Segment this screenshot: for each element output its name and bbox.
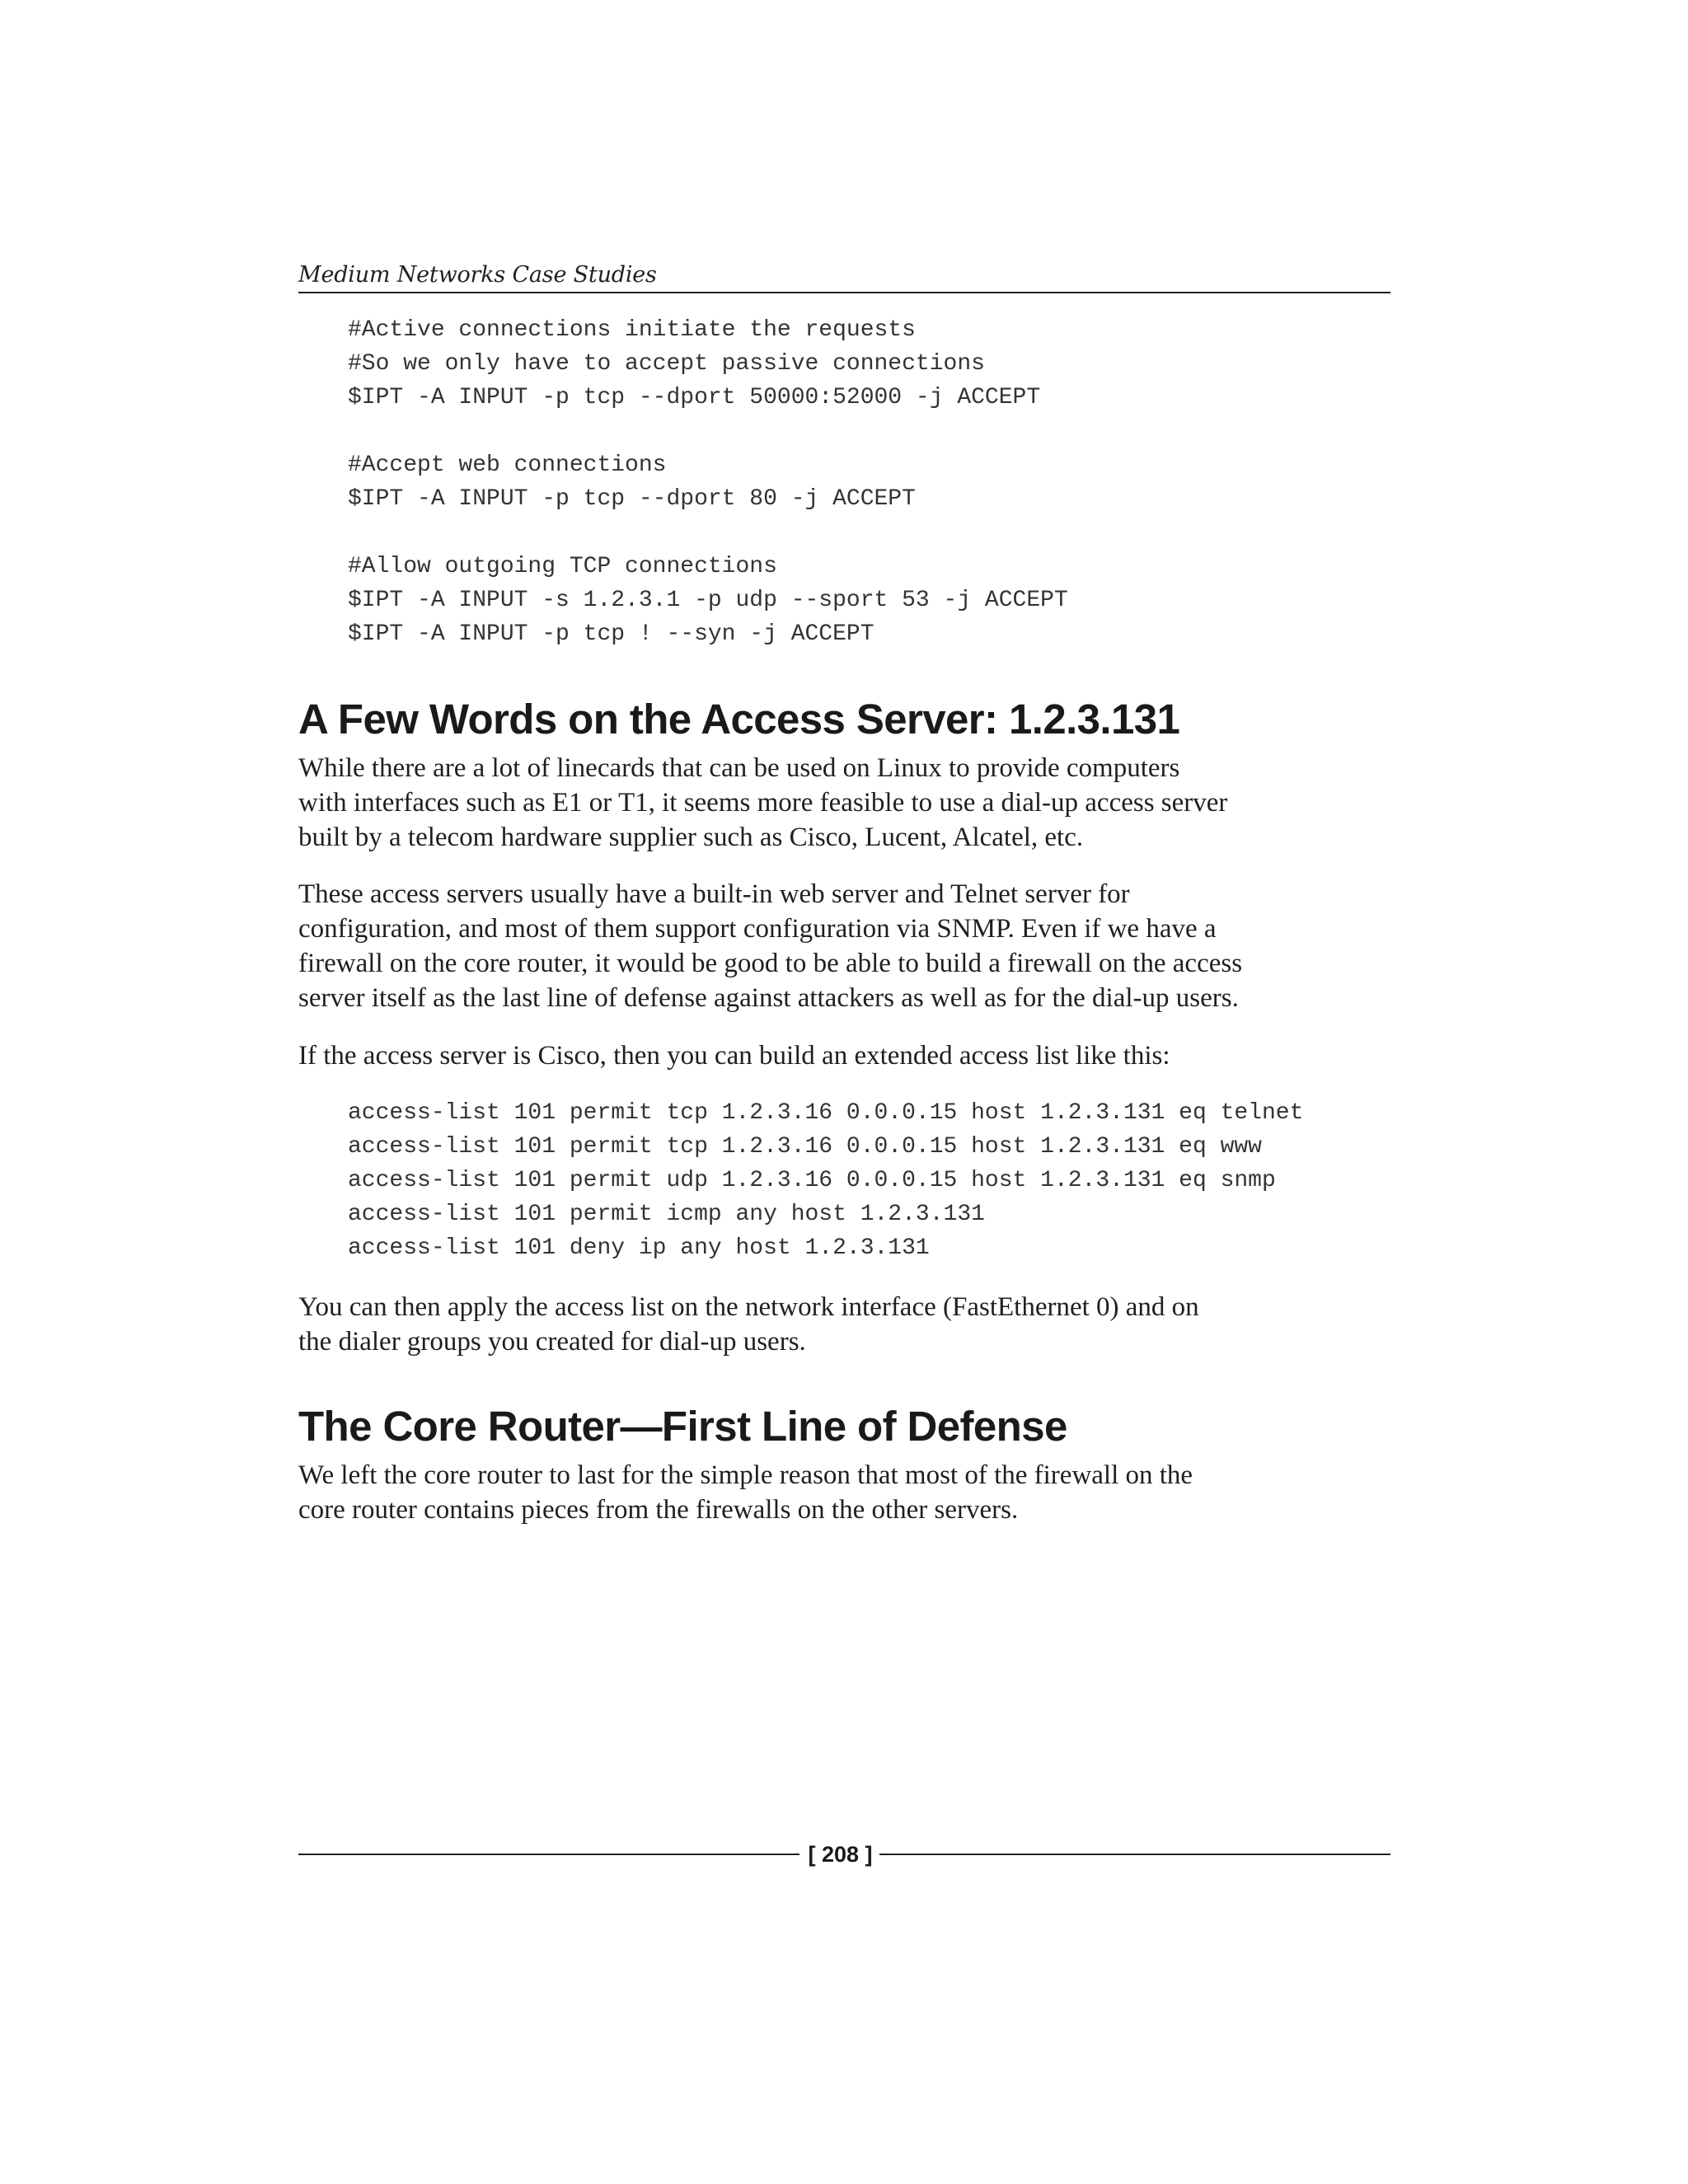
paragraph-line: server itself as the last line of defense against attackers as well as for the dial-up users. <box>298 983 1239 1013</box>
code-line: $IPT -A INPUT -p tcp ! --syn -j ACCEPT <box>348 621 874 647</box>
paragraph-access-servers <box>298 877 1390 1015</box>
code-line: access-list 101 permit icmp any host 1.2.3.131 <box>348 1202 985 1227</box>
paragraph-line: You can then apply the access list on the network interface (FastEthernet 0) and on <box>298 1292 1199 1322</box>
code-line: access-list 101 permit udp 1.2.3.16 0.0.0.15 host 1.2.3.131 eq snmp <box>348 1168 1276 1193</box>
paragraph-line: core router contains pieces from the firewalls on the other servers. <box>298 1495 1019 1525</box>
paragraph-line: the dialer groups you created for dial-up users. <box>298 1327 806 1357</box>
footer-rule-right <box>879 1854 1390 1855</box>
code-line: $IPT -A INPUT -s 1.2.3.1 -p udp --sport 53 -j ACCEPT <box>348 588 1068 613</box>
running-header-text: Medium Networks Case Studies <box>298 262 657 288</box>
code-line-blank <box>348 415 1068 448</box>
paragraph-line: built by a telecom hardware supplier such as Cisco, Lucent, Alcatel, etc. <box>298 823 1084 852</box>
paragraph-apply-access-list <box>298 1290 1390 1359</box>
code-line: access-list 101 permit tcp 1.2.3.16 0.0.0.15 host 1.2.3.131 eq telnet <box>348 1100 1304 1126</box>
code-block-access-list <box>348 1096 1303 1265</box>
page-footer <box>298 1839 1390 1872</box>
code-line: $IPT -A INPUT -p tcp --dport 50000:52000 -j ACCEPT <box>348 385 1041 410</box>
section-heading-core-router: The Core Router—First Line of Defense <box>298 1403 1067 1450</box>
code-line: $IPT -A INPUT -p tcp --dport 80 -j ACCEPT <box>348 486 916 512</box>
code-line: #Accept web connections <box>348 452 667 478</box>
footer-rule-left <box>298 1854 799 1855</box>
paragraph-line: firewall on the core router, it would be good to be able to build a firewall on the access <box>298 949 1243 978</box>
paragraph-core-router <box>298 1458 1390 1527</box>
paragraph-line: If the access server is Cisco, then you can build an extended access list like this: <box>298 1041 1170 1071</box>
code-line: #So we only have to accept passive connections <box>348 351 985 377</box>
code-block-iptables <box>348 313 1068 651</box>
paragraph-line: configuration, and most of them support configuration via SNMP. Even if we have a <box>298 914 1217 944</box>
paragraph-line: These access servers usually have a built-in web server and Telnet server for <box>298 879 1130 909</box>
code-line: #Active connections initiate the requests <box>348 317 916 343</box>
code-line: access-list 101 deny ip any host 1.2.3.131 <box>348 1235 930 1261</box>
paragraph-line: with interfaces such as E1 or T1, it seems more feasible to use a dial-up access server <box>298 788 1228 818</box>
section-heading-access-server: A Few Words on the Access Server: 1.2.3.131 <box>298 696 1180 743</box>
code-line: access-list 101 permit tcp 1.2.3.16 0.0.0.15 host 1.2.3.131 eq www <box>348 1134 1262 1160</box>
page-number: [ 208 ] <box>808 1842 873 1867</box>
paragraph-cisco-access-list <box>298 1038 1390 1073</box>
paragraph-linecards <box>298 751 1390 855</box>
code-line: #Allow outgoing TCP connections <box>348 554 777 579</box>
code-line-blank <box>348 516 1068 550</box>
paragraph-line: While there are a lot of linecards that can be used on Linux to provide computers <box>298 753 1180 783</box>
running-header <box>298 262 1390 293</box>
header-rule <box>298 292 1390 293</box>
paragraph-line: We left the core router to last for the simple reason that most of the firewall on the <box>298 1460 1193 1490</box>
